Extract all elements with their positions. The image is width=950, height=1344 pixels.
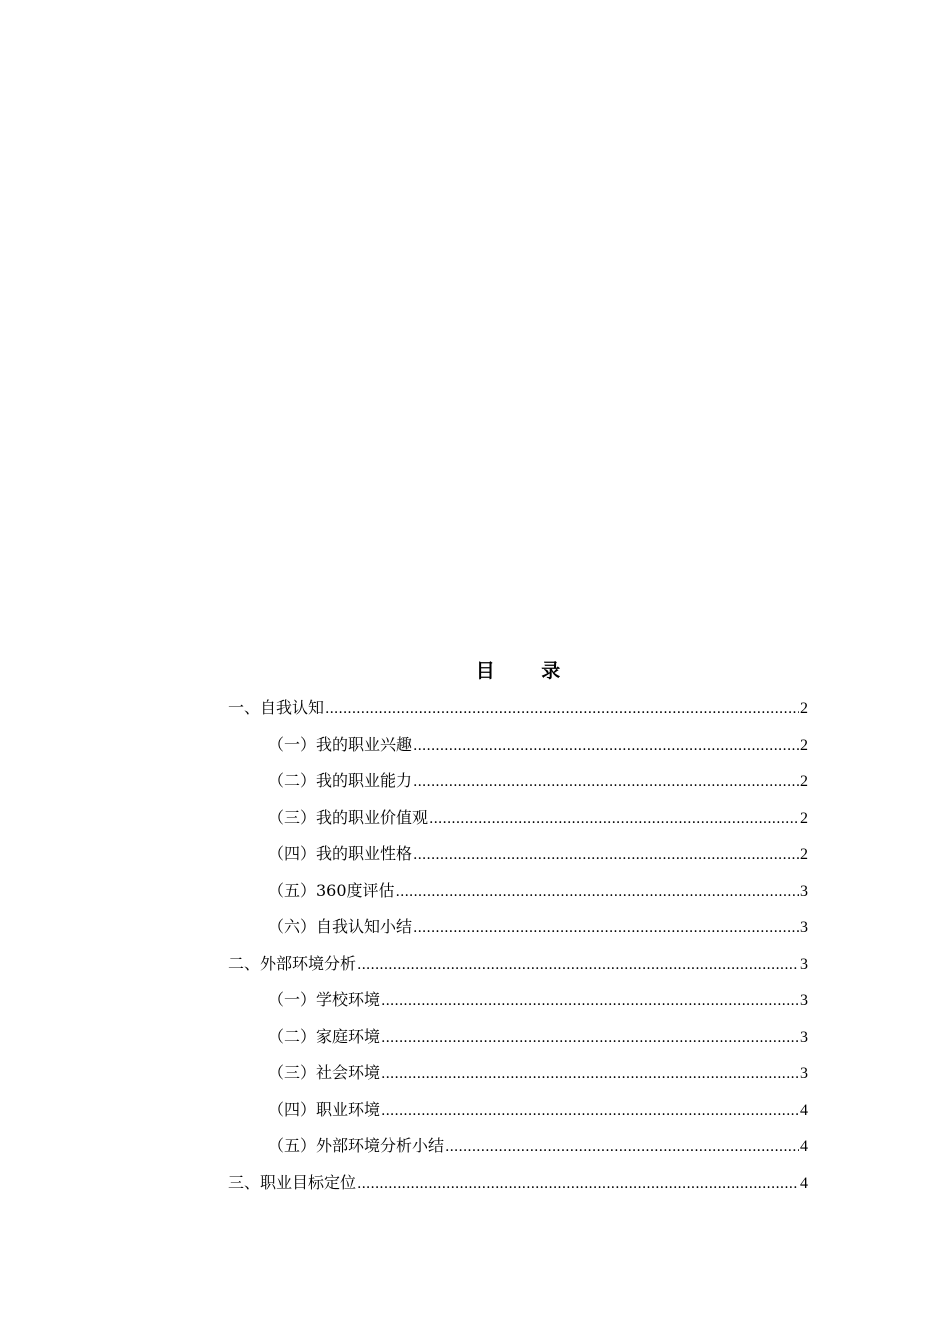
toc-entry-page-number: 4	[800, 1138, 808, 1155]
toc-entry[interactable]	[228, 690, 808, 727]
toc-entry-label: （三）我的职业价值观	[268, 807, 429, 827]
toc-entry[interactable]	[228, 763, 808, 800]
toc-entry-page-number: 4	[800, 1174, 808, 1192]
toc-dot-leader	[381, 983, 799, 1020]
toc-dot-leader	[429, 801, 799, 838]
table-of-contents	[228, 690, 808, 1201]
toc-dot-leader	[445, 1129, 799, 1166]
toc-dot-leader	[413, 764, 799, 801]
toc-entry[interactable]	[228, 727, 808, 764]
toc-entry-label: （二）家庭环境	[268, 1026, 381, 1046]
toc-entry-page-number: 2	[800, 736, 808, 754]
toc-entry-page-number: 3	[800, 1065, 808, 1082]
toc-dot-leader	[413, 910, 799, 947]
toc-dot-leader	[357, 1166, 799, 1203]
toc-entry[interactable]	[228, 909, 808, 946]
toc-entry[interactable]	[228, 836, 808, 873]
toc-entry-page-number: 3	[800, 992, 808, 1009]
toc-entry-label: 三、职业目标定位	[228, 1172, 357, 1192]
toc-entry-label: （四）职业环境	[268, 1099, 381, 1119]
toc-entry-label: （六）自我认知小结	[268, 917, 413, 936]
toc-entry-page-number: 2	[800, 846, 808, 863]
toc-entry-label: 二、外部环境分析	[228, 953, 357, 973]
toc-entry-page-number: 3	[800, 882, 808, 900]
toc-title: 目 录	[475, 660, 581, 682]
toc-dot-leader	[325, 691, 799, 728]
toc-entry-page-number: 2	[800, 700, 808, 717]
toc-dot-leader	[396, 874, 799, 911]
toc-entry-label: （五）外部环境分析小结	[268, 1136, 445, 1155]
toc-entry[interactable]	[228, 1165, 808, 1202]
toc-entry-label: 一、自我认知	[228, 698, 325, 717]
toc-dot-leader	[413, 728, 799, 765]
toc-entry-page-number: 3	[800, 1028, 808, 1046]
toc-entry-label: （二）我的职业能力	[268, 771, 413, 790]
toc-entry[interactable]	[228, 1055, 808, 1092]
toc-dot-leader	[381, 1056, 799, 1093]
toc-entry[interactable]	[228, 982, 808, 1019]
toc-entry-label: （五）360度评估	[268, 880, 395, 900]
toc-entry[interactable]	[228, 800, 808, 837]
toc-entry-page-number: 2	[800, 773, 808, 790]
toc-dot-leader	[381, 1020, 799, 1057]
toc-dot-leader	[413, 837, 799, 874]
toc-dot-leader	[357, 947, 799, 984]
toc-entry-label: （一）学校环境	[268, 990, 381, 1009]
toc-entry[interactable]	[228, 873, 808, 910]
toc-entry[interactable]	[228, 1128, 808, 1165]
toc-entry-label: （一）我的职业兴趣	[268, 734, 413, 754]
toc-entry-page-number: 3	[800, 919, 808, 936]
toc-entry-page-number: 2	[800, 809, 808, 827]
toc-entry-page-number: 3	[800, 955, 808, 973]
toc-entry[interactable]	[228, 1019, 808, 1056]
toc-entry-page-number: 4	[800, 1101, 808, 1119]
toc-entry[interactable]	[228, 1092, 808, 1129]
toc-entry[interactable]	[228, 946, 808, 983]
toc-dot-leader	[381, 1093, 799, 1130]
toc-entry-label: （四）我的职业性格	[268, 844, 413, 863]
toc-entry-label: （三）社会环境	[268, 1063, 381, 1082]
